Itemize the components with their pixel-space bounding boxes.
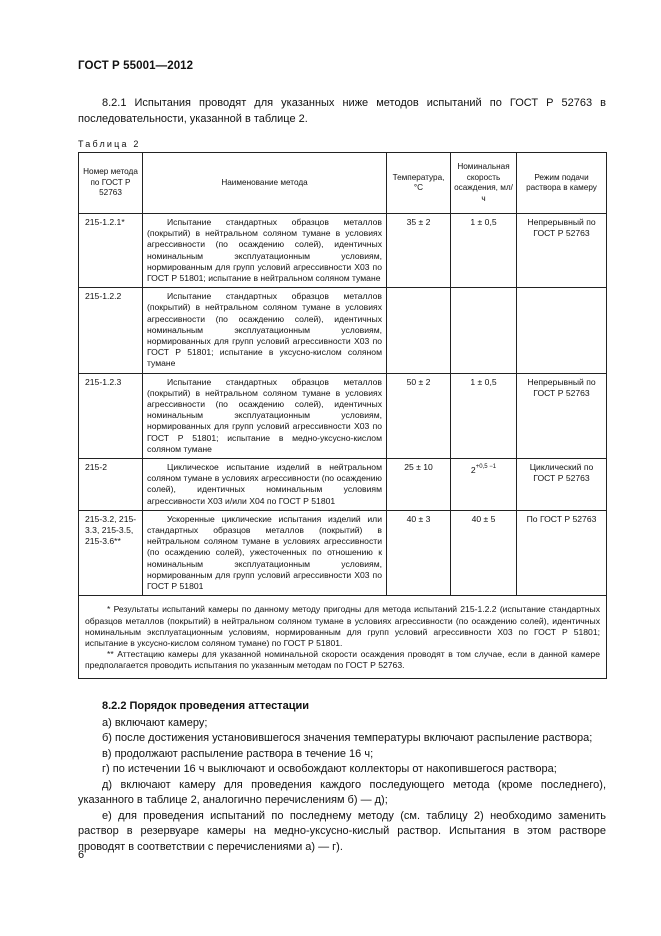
list-item: д) включают камеру для проведения каждого последующего метода (кроме последнего), указанного в таблице 2, аналогично перечислениям б) — д);: [78, 778, 606, 806]
attestation-section: [78, 699, 606, 855]
list-item: е) для проведения испытаний по последнему методу (см. таблицу 2) необходимо заменить раствор в резервуаре камеры на медно-уксусно-кислый раствор. Испытания в этом растворе проводят в соответствии с перечислениями а) — г).: [78, 809, 606, 853]
feed-mode: Непрерывный по ГОСТ Р 52763: [517, 373, 607, 458]
table-caption: Таблица 2: [78, 139, 141, 149]
deposition-rate-value: 2: [470, 465, 476, 476]
method-name: [143, 510, 387, 595]
table-row: [79, 373, 607, 458]
list-item: в) продолжают распыление раствора в течение 16 ч;: [102, 747, 374, 760]
temperature: 35 ± 2: [387, 214, 451, 288]
table-2: [78, 152, 606, 679]
table-row: [79, 510, 607, 595]
page-number: 6: [78, 849, 85, 861]
list-item: б) после достижения установившегося значения температуры включают распыление раствора;: [102, 732, 593, 744]
header-feed-mode: Режим подачи раствора в камеру: [517, 153, 607, 214]
method-number: 215-2: [79, 459, 143, 511]
temperature: 25 ± 10: [387, 459, 451, 511]
header-method-name: Наименование метода: [143, 153, 387, 214]
methods-table: [78, 152, 607, 679]
table-header-row: [79, 153, 607, 214]
section-heading: 8.2.2 Порядок проведения аттестации: [102, 700, 309, 712]
method-name-text: Испытание стандартных образцов металлов (покрытий) в нейтральном соляном тумане в условиях агрессивности (по осаждению солей), идентичных номинальным эксплуатационным условиям, нормированных для групп условий агрессивности Х03 по ГОСТ Р 51801; испытание в медно-уксусно-кислом соляном тумане: [147, 376, 382, 454]
deposition-rate: [451, 288, 517, 373]
temperature: 40 ± 3: [387, 510, 451, 595]
method-name-text: Циклическое испытание изделий в нейтральном соляном тумане в условиях агрессивности (по осаждению солей), идентичных номинальным условиям агрессивности Х03 и/или Х04 по ГОСТ Р 51801: [147, 462, 382, 506]
temperature: [387, 288, 451, 373]
method-name-text: Ускоренные циклические испытания изделий или стандартных образцов металлов (покрытий) в нейтральном соляном тумане в условиях агрессивности (по осаждению солей), ужесточенных по отношению к номинальным эксплуатационным условиям, нормированным для групп условий агрессивности Х03 по ГОСТ Р 51801: [147, 513, 382, 592]
table-footnotes-row: [79, 596, 607, 678]
header-temperature: Температура, °С: [387, 153, 451, 214]
feed-mode: По ГОСТ Р 52763: [517, 510, 607, 595]
deposition-rate: [451, 459, 517, 511]
method-name-text: Испытание стандартных образцов металлов (покрытий) в нейтральном соляном тумане в условиях агрессивности (по осаждению солей), идентичных номинальным эксплуатационным условиям, нормированным для групп условий агрессивности Х03 по ГОСТ Р 51801; испытание в нейтральном соляном тумане: [147, 217, 382, 284]
temperature: 50 ± 2: [387, 373, 451, 458]
method-name: [143, 459, 387, 511]
header-method-number: Номер метода по ГОСТ Р 52763: [79, 153, 143, 214]
footnote-2: ** Аттестацию камеры для указанной номинальной скорости осаждения проводят в том случае, если в данной камере предполагается проводить испытания по указанным методам по ГОСТ Р 52763.: [85, 649, 600, 671]
table-row: [79, 288, 607, 373]
intro-paragraph: 8.2.1 Испытания проводят для указанных ниже методов испытаний по ГОСТ Р 52763 в последовательности, указанной в таблице 2.: [78, 97, 606, 125]
feed-mode: Циклический по ГОСТ Р 52763: [517, 459, 607, 511]
deposition-rate: 40 ± 5: [451, 510, 517, 595]
document-header: ГОСТ Р 55001—2012: [78, 60, 194, 72]
method-name: [143, 373, 387, 458]
feed-mode: [517, 288, 607, 373]
table-row: [79, 459, 607, 511]
header-deposition-rate: Номинальная скорость осаждения, мл/ч: [451, 153, 517, 214]
deposition-rate: 1 ± 0,5: [451, 373, 517, 458]
feed-mode: Непрерывный по ГОСТ Р 52763: [517, 214, 607, 288]
deposition-rate: 1 ± 0,5: [451, 214, 517, 288]
method-name-text: Испытание стандартных образцов металлов (покрытий) в нейтральном соляном тумане в условиях агрессивности (по осаждению солей), идентичных номинальным эксплуатационным условиям, нормированных для групп условий агрессивности Х03 по ГОСТ Р 51801; испытание в уксусно-кислом соляном тумане: [147, 291, 382, 369]
footnote-1: * Результаты испытаний камеры по данному методу пригодны для метода испытаний 215-1.2.2 (испытание стандартных образцов металлов (покрытий) в нейтральном соляном тумане в условиях агрессивности (по осаждению солей), идентичных номинальным эксплуатационным условиям, нормированным для групп условий агрессивности Х03 по ГОСТ Р 51801; испытание в уксусно-кислом соляном тумане) по ГОСТ Р 51801.: [85, 604, 600, 648]
deposition-rate-tolerance: +0,5 −1: [475, 464, 497, 471]
list-item: г) по истечении 16 ч выключают и освобождают коллекторы от накопившегося раствора;: [102, 763, 557, 775]
method-number: 215-1.2.3: [79, 373, 143, 458]
method-number: 215-3.2, 215-3.3, 215-3.5, 215-3.6**: [79, 510, 143, 595]
table-footnotes: [79, 596, 607, 678]
method-number: 215-1.2.1*: [79, 214, 143, 288]
table-row: [79, 214, 607, 288]
method-name: [143, 288, 387, 373]
method-name: [143, 214, 387, 288]
list-item: а) включают камеру;: [102, 716, 208, 729]
method-number: 215-1.2.2: [79, 288, 143, 373]
